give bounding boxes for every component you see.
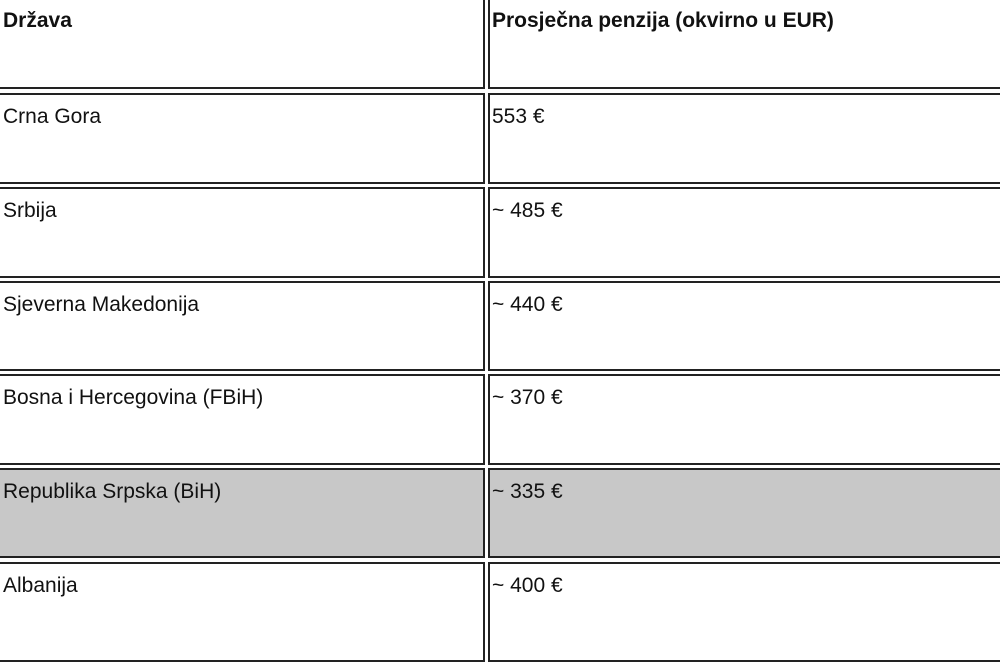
country-label: Republika Srpska (BiH) <box>3 480 222 503</box>
country-label: Srbija <box>3 199 57 222</box>
table-row-crna-gora-pension <box>488 93 1000 184</box>
table-row-fbih-pension <box>488 374 1000 465</box>
country-label: Bosna i Hercegovina (FBiH) <box>3 386 264 409</box>
pension-value: ~ 440 € <box>492 293 563 316</box>
table-row-fbih-country <box>0 374 485 465</box>
table-row-republika-srpska-country <box>0 468 485 558</box>
table-row-albanija-pension <box>488 562 1000 662</box>
table-row-srbija-pension <box>488 187 1000 278</box>
pension-value: ~ 485 € <box>492 199 563 222</box>
country-label: Crna Gora <box>3 105 102 128</box>
country-label: Sjeverna Makedonija <box>3 293 200 316</box>
pension-value: ~ 335 € <box>492 480 563 503</box>
table-row-albanija-country <box>0 562 485 662</box>
pension-value: 553 € <box>492 105 545 128</box>
header-label-pension: Prosječna penzija (okvirno u EUR) <box>492 9 834 32</box>
pension-value: ~ 370 € <box>492 386 563 409</box>
header-cell-country <box>0 0 485 89</box>
table-row-sjeverna-makedonija-pension <box>488 281 1000 371</box>
table-row-crna-gora-country <box>0 93 485 184</box>
country-label: Albanija <box>3 574 78 597</box>
table-row-srbija-country <box>0 187 485 278</box>
table-row-sjeverna-makedonija-country <box>0 281 485 371</box>
table-row-republika-srpska-pension <box>488 468 1000 558</box>
header-cell-pension <box>488 0 1000 89</box>
header-label-country: Država <box>3 9 72 32</box>
pension-value: ~ 400 € <box>492 574 563 597</box>
